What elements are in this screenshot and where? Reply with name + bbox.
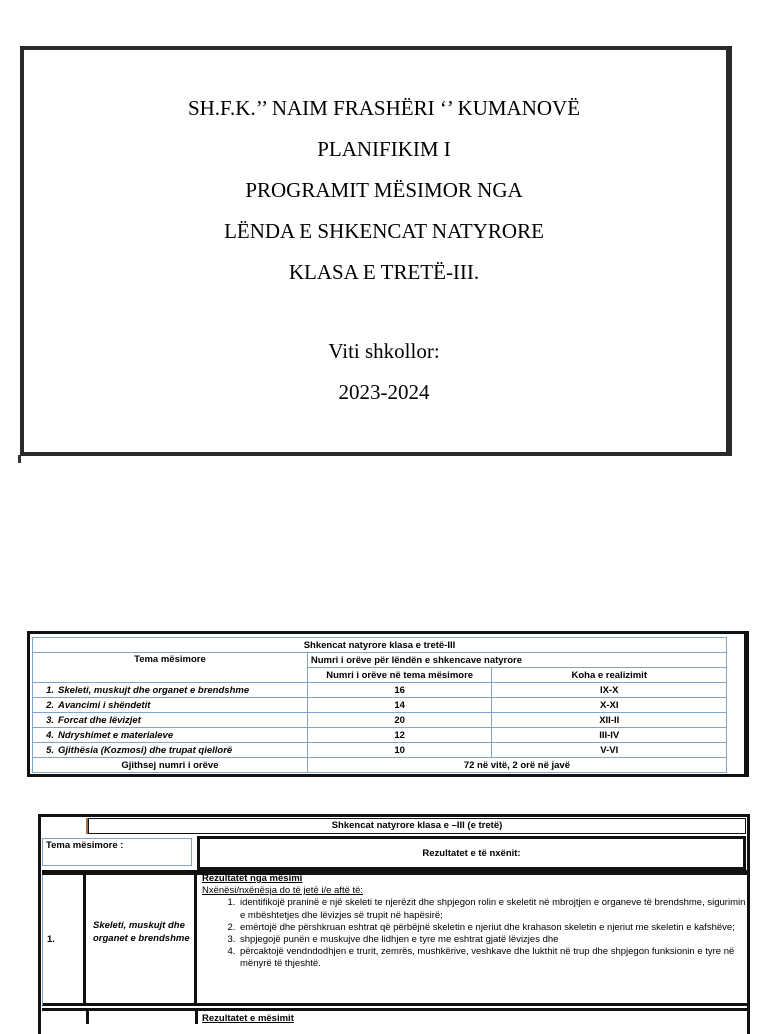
table-row xyxy=(33,713,727,728)
sub-time-header: Koha e realizimit xyxy=(492,668,727,683)
col-hours-header: Numri i orëve për lëndën e shkencave natyrore xyxy=(307,653,726,668)
topic-name: Avancimi i shëndetit xyxy=(58,699,151,711)
results-header: Rezultatet e të nxënit: xyxy=(197,836,746,870)
planning-line: PLANIFIKIM I xyxy=(317,137,451,161)
topic-hours: 10 xyxy=(307,743,492,758)
school-year-label: Viti shkollor: xyxy=(328,339,440,363)
school-year-value: 2023-2024 xyxy=(338,380,430,404)
topic-name: Forcat dhe lëvizjet xyxy=(58,714,141,726)
cover-title-block xyxy=(0,88,768,293)
next-row-border xyxy=(42,1008,748,1024)
list-item: 3. shpjegojë punën e muskujve dhe lidhjen e tyre me eshtrat gjatë lëvizjes dhe xyxy=(238,934,748,946)
list-item: 2. emërtojë dhe përshkruan eshtrat që përbëjnë skeletin e njeriut dhe krahason skeletin e njeriut me skeletin e kafshëve; xyxy=(238,922,748,934)
results-title: Rezultatet nga mësimi xyxy=(202,873,303,884)
topic-time: XII-II xyxy=(492,713,727,728)
col-topic-header: Tema mësimore xyxy=(33,653,308,683)
topic-time: IX-X xyxy=(492,683,727,698)
subject-line: LËNDA E SHKENCAT NATYRORE xyxy=(224,219,544,243)
outcome-topic: Skeleti, muskujt dhe organet e brendshme xyxy=(89,875,197,1005)
row-number: 1. xyxy=(46,684,54,696)
sub-hours-header: Numri i orëve në tema mësimore xyxy=(307,668,492,683)
table-header-row xyxy=(33,653,727,668)
table-total-row xyxy=(33,758,727,773)
outcomes-table-title: Shkencat natyrore klasa e –III (e tretë) xyxy=(88,818,746,834)
table-title-row xyxy=(33,638,727,653)
table-row xyxy=(33,698,727,713)
topic-name: Skeleti, muskujt dhe organet e brendshme xyxy=(58,684,250,696)
school-name: SH.F.K.’’ NAIM FRASHËRI ‘’ KUMANOVË xyxy=(187,96,581,120)
cover-frame-corner xyxy=(18,455,21,463)
topic-time: X-XI xyxy=(492,698,727,713)
topic-time: V-VI xyxy=(492,743,727,758)
results-list xyxy=(202,897,748,970)
row-number: 2. xyxy=(46,699,54,711)
topic-hours: 14 xyxy=(307,698,492,713)
school-year-block xyxy=(0,331,768,413)
row-number: 5. xyxy=(46,744,54,756)
topic-name: Gjithësia (Kozmosi) dhe trupat qiellorë xyxy=(58,744,233,756)
next-results-title: Rezultatet e mësimit xyxy=(202,1013,294,1024)
tema-header: Tema mësimore : xyxy=(42,838,192,866)
topic-name: Ndryshimet e materialeve xyxy=(58,729,174,741)
next-row-divider xyxy=(195,1008,198,1024)
table-row xyxy=(33,743,727,758)
table-row xyxy=(33,728,727,743)
outcome-row-number: 1. xyxy=(42,875,86,1005)
list-item: 1. identifikojë praninë e një skeleti te njerëzit dhe shpjegon rolin e skeletit në mbrojtjen e organeve të brendshme, sigurimin e mbështetjes dhe lëvizjes së trupit në hapësirë; xyxy=(238,897,748,921)
total-label: Gjithsej numri i orëve xyxy=(33,758,308,773)
outcome-results xyxy=(202,873,748,1003)
total-value: 72 në vitë, 2 orë në javë xyxy=(307,758,726,773)
topic-hours: 16 xyxy=(307,683,492,698)
topic-time: III-IV xyxy=(492,728,727,743)
program-line: PROGRAMIT MËSIMOR NGA xyxy=(245,178,523,202)
next-row-divider xyxy=(86,1008,89,1024)
hours-table xyxy=(32,637,727,773)
row-number: 4. xyxy=(46,729,54,741)
results-intro: Nxënësi/nxënësja do të jetë i/e aftë të: xyxy=(202,885,364,897)
table-row xyxy=(33,683,727,698)
topic-hours: 12 xyxy=(307,728,492,743)
list-item: 4. përcaktojë vendndodhjen e trurit, zemrës, mushkërive, veshkave dhe lukthit në trup dhe shpjegon funksionin e tyre në mënyrë të thjeshtë. xyxy=(238,946,748,970)
class-line: KLASA E TRETË-III. xyxy=(288,260,480,284)
topic-hours: 20 xyxy=(307,713,492,728)
hours-table-title: Shkencat natyrore klasa e tretë-III xyxy=(33,638,727,653)
row-number: 3. xyxy=(46,714,54,726)
